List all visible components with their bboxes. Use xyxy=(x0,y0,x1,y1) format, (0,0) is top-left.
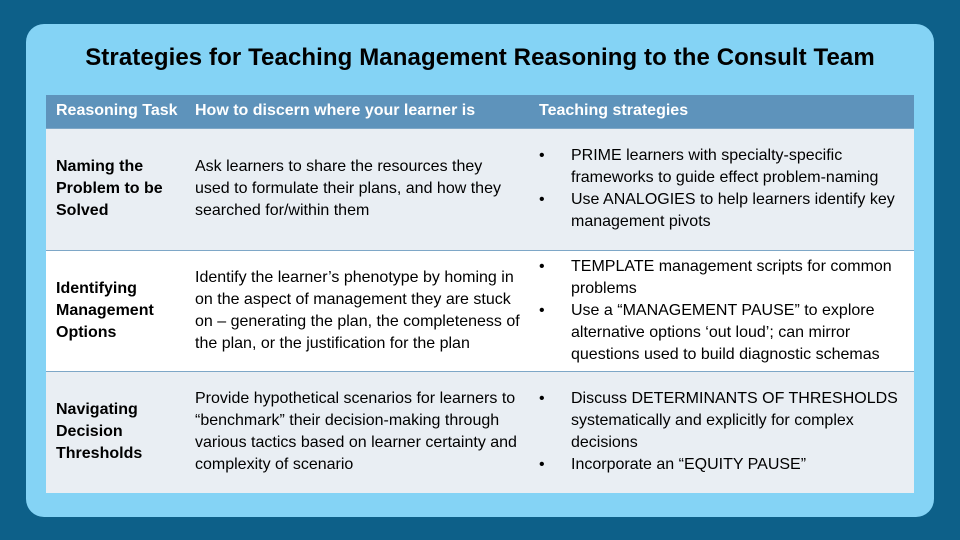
strategy-item: • PRIME learners with specialty-specific frameworks to guide effect problem-naming xyxy=(539,145,913,189)
task-cell: Naming the Problem to be Solved xyxy=(46,128,193,250)
task-cell: Navigating Decision Thresholds xyxy=(46,371,193,493)
strategy-item: • Discuss DETERMINANTS OF THRESHOLDS systematically and explicitly for complex decisions xyxy=(539,388,913,454)
strategy-item: • TEMPLATE management scripts for common problems xyxy=(539,256,913,300)
strategy-list xyxy=(539,388,913,476)
discern-cell: Ask learners to share the resources they used to formulate their plans, and how they searched for/within them xyxy=(193,128,527,250)
strategy-item: • Use a “MANAGEMENT PAUSE” to explore alternative options ‘out loud’; can mirror questions used to build diagnostic schemas xyxy=(539,300,913,366)
task-cell: Identifying Management Options xyxy=(46,250,193,371)
discern-cell: Provide hypothetical scenarios for learners to “benchmark” their decision-making through various tactics based on learner certainty and complexity of scenario xyxy=(193,371,527,493)
header-teaching-strategies: Teaching strategies xyxy=(539,102,689,120)
table-row xyxy=(46,128,914,250)
header-discern: How to discern where your learner is xyxy=(195,102,476,120)
table-row xyxy=(46,371,914,493)
strategies-cell xyxy=(527,371,914,493)
strategy-item: • Use ANALOGIES to help learners identify key management pivots xyxy=(539,189,913,233)
discern-cell: Identify the learner’s phenotype by homing in on the aspect of management they are stuck on – generating the plan, the completeness of the plan, or the justification for the plan xyxy=(193,250,527,371)
strategy-item: • Incorporate an “EQUITY PAUSE” xyxy=(539,454,913,476)
strategy-list xyxy=(539,256,913,366)
strategies-table xyxy=(46,95,914,493)
strategies-cell xyxy=(527,250,914,371)
slide-title: Strategies for Teaching Management Reasoning to the Consult Team xyxy=(85,44,875,71)
strategies-cell xyxy=(527,128,914,250)
header-reasoning-task: Reasoning Task xyxy=(56,102,178,120)
strategy-list xyxy=(539,145,913,233)
table-row xyxy=(46,250,914,371)
table-header-row xyxy=(46,95,914,128)
